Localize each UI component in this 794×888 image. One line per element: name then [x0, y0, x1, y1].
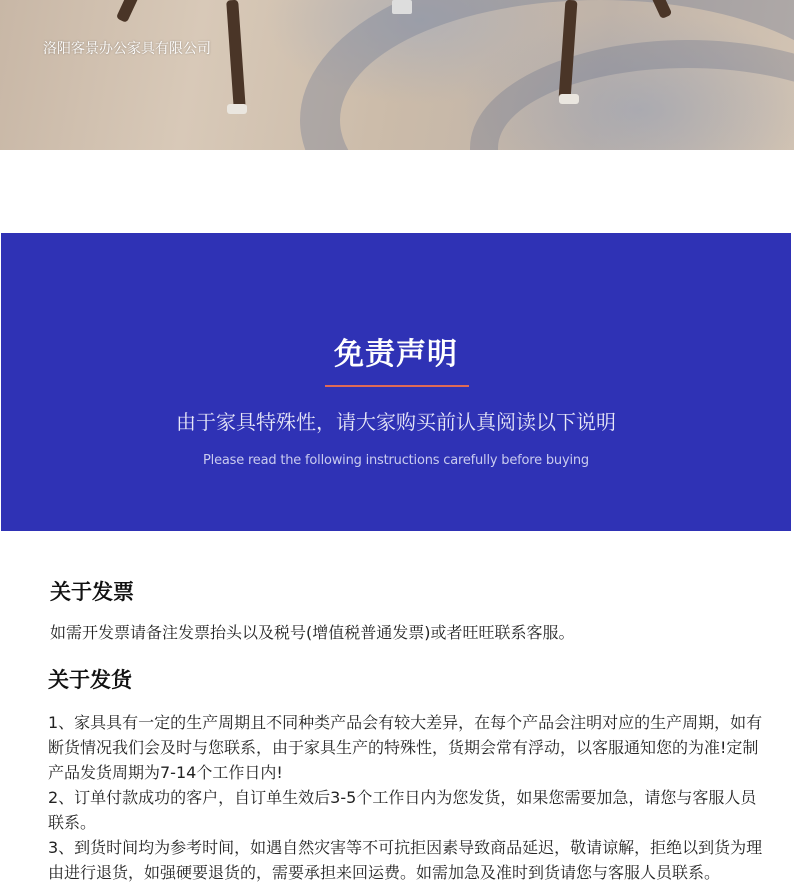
- chair-leg: [226, 0, 246, 110]
- invoice-section: [50, 576, 770, 645]
- banner-subtitle: 由于家具特殊性，请大家购买前认真阅读以下说明: [176, 410, 616, 434]
- shipping-section: [48, 664, 768, 885]
- chair-leg: [116, 0, 140, 23]
- invoice-heading: 关于发票: [50, 580, 134, 604]
- invoice-text: 如需开发票请备注发票抬头以及税号(增值税普通发票)或者旺旺联系客服。: [50, 623, 575, 642]
- banner-title: 免责声明: [334, 337, 458, 372]
- leg-cap: [559, 94, 579, 104]
- company-watermark: 洛阳客景办公家具有限公司: [43, 41, 211, 57]
- shipping-heading: 关于发货: [48, 668, 132, 692]
- shipping-list: [48, 710, 768, 885]
- leg-cap: [227, 104, 247, 114]
- banner-english-note: Please read the following instructions carefully before buying: [203, 453, 589, 468]
- title-divider: [325, 385, 469, 387]
- shipping-item: 2、订单付款成功的客户，自订单生效后3-5个工作日内为您发货，如果您需要加急，请您与客服人员联系。: [48, 788, 757, 832]
- disclaimer-banner: [1, 233, 791, 531]
- shipping-item: 1、家具具有一定的生产周期且不同种类产品会有较大差异，在每个产品会注明对应的生产周期，如有断货情况我们会及时与您联系，由于家具生产的特殊性，货期会常有浮动，以客服通知您的为准!定制产品发货周期为7-14个工作日内!: [48, 713, 763, 782]
- shipping-item: 3、到货时间均为参考时间，如遇自然灾害等不可抗拒因素导致商品延迟，敬请谅解，拒绝以到货为理由进行退货，如强硬要退货的，需要承担来回运费。如需加急及准时到货请您与客服人员联系。: [48, 838, 763, 882]
- table-stem: [392, 0, 412, 14]
- product-photo: [0, 0, 794, 150]
